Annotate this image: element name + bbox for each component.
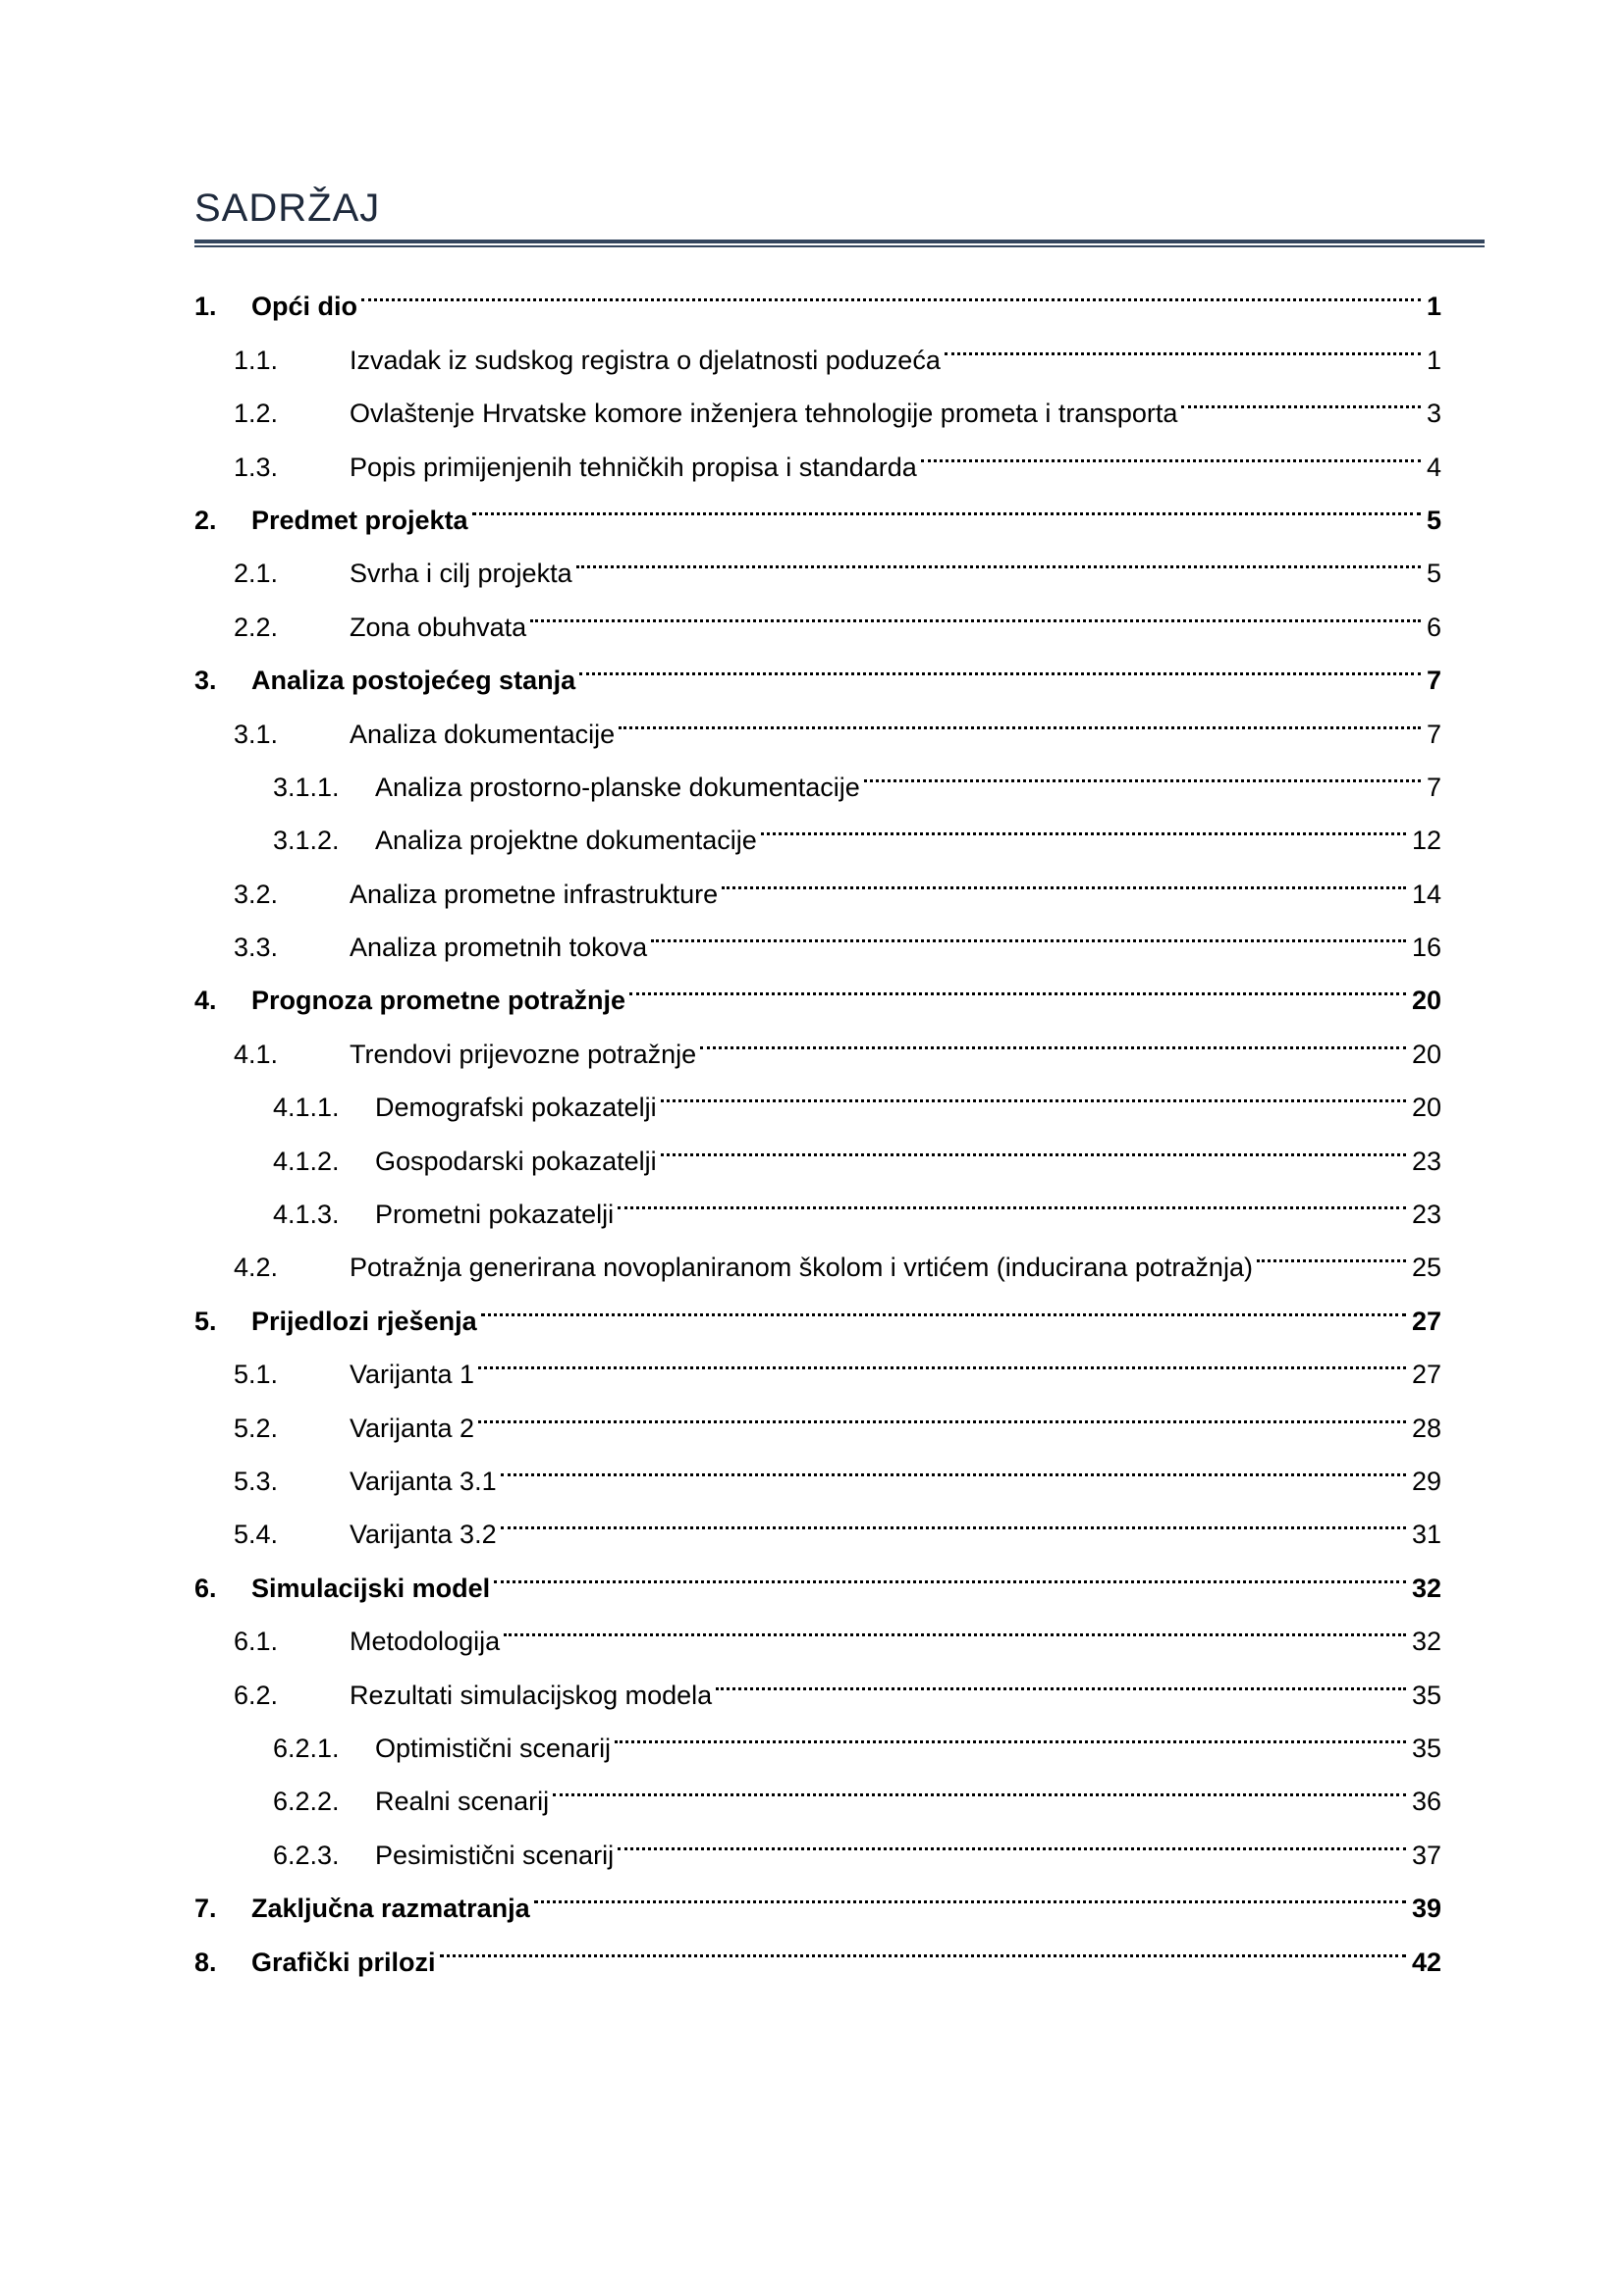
toc-entry-label: Analiza dokumentacije (350, 719, 616, 749)
toc-entry-label: Pesimistični scenarij (375, 1840, 615, 1870)
toc-dot-leader (700, 1009, 1406, 1062)
toc-entry-number: 4. (194, 986, 217, 1016)
toc-entry-number: 1.1. (234, 345, 279, 375)
toc-entry-number: 3.2. (234, 879, 279, 909)
toc-dot-leader (615, 1704, 1406, 1757)
toc-entry-label: Metodologija (350, 1627, 501, 1657)
toc-heading: SADRŽAJ (194, 187, 381, 230)
toc-entry-page-number: 23 (1411, 1146, 1441, 1176)
toc-entry-number: 5. (194, 1306, 217, 1336)
toc-entry-page-number: 5 (1426, 505, 1441, 535)
toc-entry-number: 4.2. (234, 1253, 279, 1283)
toc-entry-number: 1.2. (234, 399, 279, 429)
toc-entry-page-number: 3 (1426, 399, 1441, 429)
table-of-contents (194, 262, 1441, 1977)
toc-entry-page-number: 35 (1411, 1680, 1441, 1710)
toc-dot-leader (619, 689, 1421, 742)
toc-entry-page-number: 7 (1426, 719, 1441, 749)
toc-dot-leader (501, 1437, 1406, 1490)
toc-entry-number: 6.1. (234, 1627, 279, 1657)
toc-entry-number: 1.3. (234, 452, 279, 482)
toc-dot-leader (921, 422, 1421, 475)
toc-entry-number: 5.4. (234, 1520, 279, 1550)
toc-entry-page-number: 20 (1411, 986, 1441, 1016)
toc-entry-number: 3.3. (234, 933, 279, 963)
toc-dot-leader (651, 903, 1406, 956)
toc-entry-page-number: 29 (1411, 1466, 1441, 1496)
toc-dot-leader (618, 1810, 1406, 1863)
heading-double-rule (194, 240, 1485, 247)
toc-dot-leader (472, 476, 1421, 529)
toc-dot-leader (579, 636, 1421, 689)
toc-entry-page-number: 39 (1411, 1894, 1441, 1924)
toc-dot-leader (661, 1116, 1406, 1169)
toc-entry-number: 5.3. (234, 1466, 279, 1496)
toc-entry-number: 1. (194, 292, 217, 322)
toc-entry-number: 3.1.2. (273, 826, 340, 856)
toc-dot-leader (361, 262, 1421, 315)
toc-dot-leader (629, 956, 1406, 1009)
toc-entry-number: 6. (194, 1573, 217, 1603)
toc-dot-leader (530, 582, 1421, 635)
toc-entry-label: Analiza prometne infrastrukture (350, 879, 719, 909)
toc-dot-leader (722, 849, 1406, 902)
toc-dot-leader (716, 1650, 1406, 1703)
toc-dot-leader (501, 1490, 1406, 1543)
toc-entry-page-number: 35 (1411, 1733, 1441, 1763)
toc-entry-page-number: 1 (1426, 345, 1441, 375)
toc-entry-number: 6.2.3. (273, 1840, 340, 1870)
toc-entry-page-number: 7 (1426, 666, 1441, 696)
toc-entry-page-number: 23 (1411, 1200, 1441, 1230)
toc-dot-leader (504, 1597, 1406, 1650)
toc-entry-page-number: 42 (1411, 1947, 1441, 1977)
toc-entry-label: Ovlaštenje Hrvatske komore inženjera tehnologije prometa i transporta (350, 399, 1178, 429)
toc-entry-page-number: 27 (1411, 1360, 1441, 1390)
toc-entry-number: 3.1. (234, 719, 279, 749)
toc-entry-page-number: 5 (1426, 559, 1441, 589)
toc-entry-page-number: 32 (1411, 1573, 1441, 1603)
toc-dot-leader (618, 1170, 1406, 1223)
toc-entry-number: 7. (194, 1894, 217, 1924)
toc-entry-page-number: 4 (1426, 452, 1441, 482)
toc-entry-label: Varijanta 1 (350, 1360, 475, 1390)
toc-dot-leader (481, 1276, 1406, 1329)
toc-entry-page-number: 32 (1411, 1627, 1441, 1657)
toc-entry-label: Prijedlozi rješenja (251, 1306, 477, 1336)
toc-entry-number: 8. (194, 1947, 217, 1977)
toc-entry-label: Simulacijski model (251, 1573, 491, 1603)
toc-entry-number: 4.1.3. (273, 1200, 340, 1230)
toc-entry[interactable] (194, 262, 1441, 322)
toc-entry-number: 6.2.1. (273, 1733, 340, 1763)
toc-entry-label: Analiza projektne dokumentacije (375, 826, 757, 856)
toc-dot-leader (661, 1063, 1406, 1116)
toc-dot-leader (1257, 1223, 1406, 1276)
toc-dot-leader (576, 529, 1421, 582)
toc-entry-label: Zaključna razmatranja (251, 1894, 530, 1924)
toc-entry-number: 5.1. (234, 1360, 279, 1390)
toc-entry-number: 6.2. (234, 1680, 279, 1710)
toc-entry-page-number: 20 (1411, 1039, 1441, 1069)
toc-dot-leader (478, 1330, 1406, 1383)
toc-entry-label: Prometni pokazatelji (375, 1200, 615, 1230)
toc-entry-label: Zona obuhvata (350, 612, 527, 642)
toc-entry-number: 6.2.2. (273, 1787, 340, 1817)
toc-entry-label: Analiza prometnih tokova (350, 933, 648, 963)
toc-entry-page-number: 14 (1411, 879, 1441, 909)
toc-entry-number: 2. (194, 505, 217, 535)
toc-entry-label: Varijanta 3.2 (350, 1520, 497, 1550)
toc-entry-page-number: 7 (1426, 772, 1441, 802)
toc-entry-page-number: 12 (1411, 826, 1441, 856)
toc-entry-label: Gospodarski pokazatelji (375, 1146, 657, 1176)
toc-entry-label: Varijanta 3.1 (350, 1466, 497, 1496)
heading-rule-thick (194, 240, 1485, 243)
toc-entry-label: Predmet projekta (251, 505, 468, 535)
toc-entry-page-number: 6 (1426, 612, 1441, 642)
toc-entry-label: Rezultati simulacijskog modela (350, 1680, 713, 1710)
toc-entry-page-number: 28 (1411, 1413, 1441, 1443)
toc-entry-label: Trendovi prijevozne potražnje (350, 1039, 697, 1069)
toc-entry-label: Izvadak iz sudskog registra o djelatnosti poduzeća (350, 345, 941, 375)
toc-entry-label: Grafički prilozi (251, 1947, 436, 1977)
toc-entry-number: 3.1.1. (273, 772, 340, 802)
heading-rule-thin (194, 245, 1485, 247)
toc-entry-label: Analiza prostorno-planske dokumentacije (375, 772, 860, 802)
toc-entry-label: Potražnja generirana novoplaniranom školom i vrtićem (inducirana potražnja) (350, 1253, 1253, 1283)
toc-entry-number: 2.1. (234, 559, 279, 589)
toc-entry-number: 4.1.1. (273, 1093, 340, 1123)
toc-dot-leader (1181, 369, 1421, 422)
toc-entry[interactable] (194, 315, 1441, 375)
toc-dot-leader (864, 743, 1421, 796)
toc-entry-page-number: 1 (1426, 292, 1441, 322)
toc-entry-number: 5.2. (234, 1413, 279, 1443)
toc-entry-label: Optimistični scenarij (375, 1733, 612, 1763)
toc-entry-number: 4.1.2. (273, 1146, 340, 1176)
toc-entry-label: Demografski pokazatelji (375, 1093, 657, 1123)
toc-entry-label: Realni scenarij (375, 1787, 550, 1817)
toc-entry-page-number: 25 (1411, 1253, 1441, 1283)
toc-entry-page-number: 27 (1411, 1306, 1441, 1336)
toc-dot-leader (440, 1917, 1406, 1970)
toc-entry-label: Opći dio (251, 292, 357, 322)
toc-dot-leader (553, 1757, 1406, 1810)
toc-entry-page-number: 31 (1411, 1520, 1441, 1550)
toc-dot-leader (534, 1864, 1406, 1917)
toc-dot-leader (761, 796, 1406, 849)
toc-entry-label: Prognoza prometne potražnje (251, 986, 626, 1016)
toc-dot-leader (478, 1383, 1406, 1436)
toc-entry-number: 3. (194, 666, 217, 696)
toc-entry-number: 2.2. (234, 612, 279, 642)
toc-entry-label: Analiza postojećeg stanja (251, 666, 576, 696)
toc-entry-page-number: 36 (1411, 1787, 1441, 1817)
toc-dot-leader (945, 315, 1421, 368)
toc-entry-label: Svrha i cilj projekta (350, 559, 572, 589)
toc-entry-number: 4.1. (234, 1039, 279, 1069)
toc-dot-leader (494, 1543, 1406, 1596)
toc-entry-label: Popis primijenjenih tehničkih propisa i standarda (350, 452, 917, 482)
toc-entry-page-number: 37 (1411, 1840, 1441, 1870)
toc-entry-label: Varijanta 2 (350, 1413, 475, 1443)
toc-entry-page-number: 20 (1411, 1093, 1441, 1123)
toc-entry-page-number: 16 (1411, 933, 1441, 963)
